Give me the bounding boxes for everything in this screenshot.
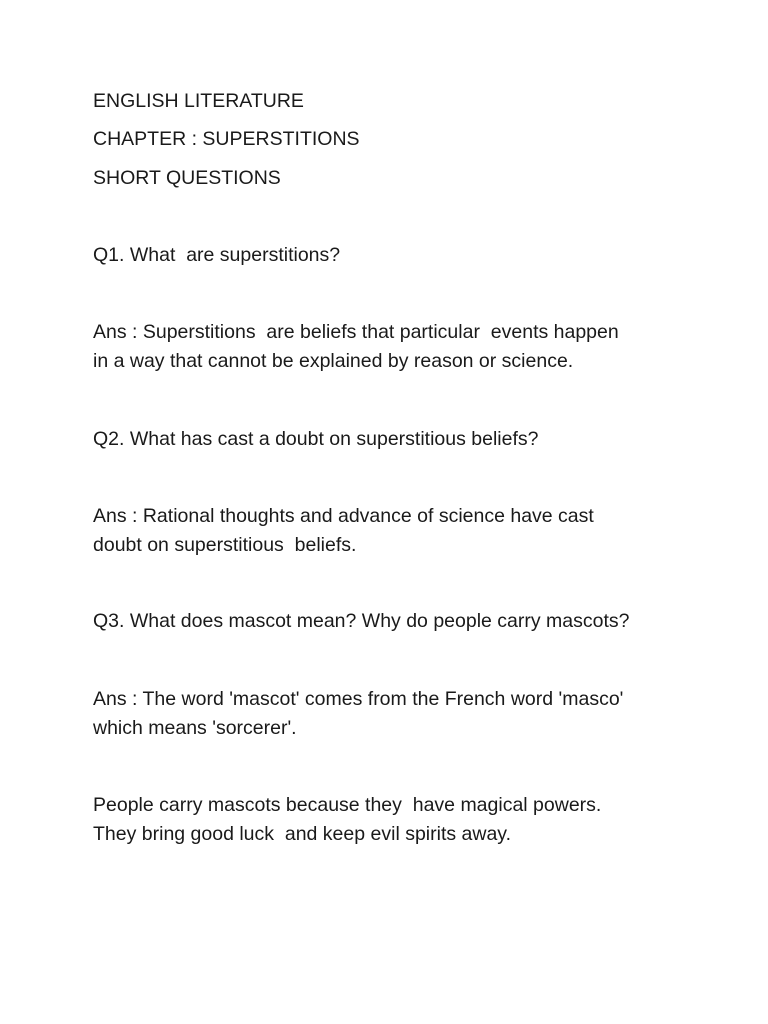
chapter-heading: CHAPTER : SUPERSTITIONS [93,128,360,150]
answer-2-line-1: Ans : Rational thoughts and advance of science have cast [93,505,594,527]
answer-3b-line-1: People carry mascots because they have magical powers. [93,794,602,816]
answer-1-line-2: in a way that cannot be explained by reason or science. [93,350,574,372]
question-1: Q1. What are superstitions? [93,244,341,266]
answer-3-line-2: which means 'sorcerer'. [93,717,297,739]
subject-heading: ENGLISH LITERATURE [93,90,304,112]
answer-3b-line-2: They bring good luck and keep evil spirits away. [93,823,512,845]
answer-2-line-2: doubt on superstitious beliefs. [93,534,357,556]
answer-3-line-1: Ans : The word 'mascot' comes from the French word 'masco' [93,688,624,710]
section-heading: SHORT QUESTIONS [93,167,281,189]
question-2: Q2. What has cast a doubt on superstitious beliefs? [93,428,539,450]
question-3: Q3. What does mascot mean? Why do people carry mascots? [93,610,630,632]
answer-1-line-1: Ans : Superstitions are beliefs that particular events happen [93,321,619,343]
